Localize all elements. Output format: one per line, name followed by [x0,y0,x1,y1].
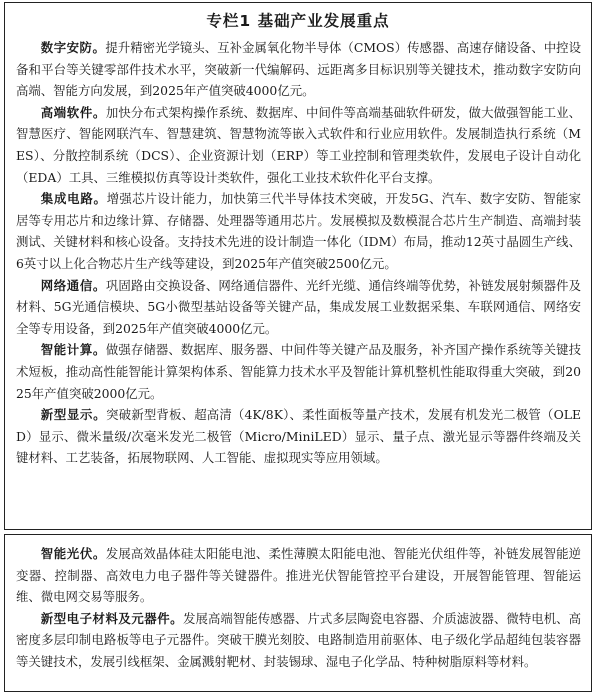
section-electronic-materials [16,608,581,673]
section-list-bottom [5,543,591,673]
section-text: 发展高效晶体硅太阳能电池、柔性薄膜太阳能电池、智能光伏组件等，补链发展智能逆变器、控制器、高效电力电子器件等关键器件。推进光伏智能管控平台建设，开展智能管理、智能运维、微电网交易等服务。 [16,546,582,605]
section-text: 加快分布式架构操作系统、数据库、中间件等高端基础软件研发，做大做强智能工业、智慧医疗、智能网联汽车、智慧建筑、智慧物流等嵌入式软件和行业应用软件。发展制造执行系统（MES）、分散控制系统（DCS）、企业资源计划（ERP）等工业控制和管理类软件，发展电子设计自动化（EDA）工具、三维模拟仿真等设计类软件，强化工业技术软件化平台支撑。 [16,104,582,185]
section-text: 发展高端智能传感器、片式多层陶瓷电容器、介质滤波器、微特电机、高密度多层印制电路板等电子元器件。突破干膜光刻胶、电路制造用前驱体、电子级化学品超纯包装容器等关键技术，发展引线框架、金属溅射靶材、封装锡球、湿电子化学品、特种树脂原料等材料。 [16,610,582,669]
section-lead: 智能光伏。 [40,546,106,561]
section-high-end-software [16,102,581,188]
section-lead: 集成电路。 [40,191,107,207]
section-lead: 网络通信。 [40,277,106,293]
section-smart-photovoltaic [16,543,581,608]
section-network-communication [16,275,581,340]
section-lead: 高端软件。 [40,104,106,120]
section-intelligent-computing [16,339,581,404]
column-title: 专栏1 基础产业发展重点 [206,12,390,30]
section-list-top [5,37,591,469]
section-text: 做强存储器、数据库、服务器、中间件等关键产品及服务，补齐国产操作系统等关键技术短板，推动高性能智能计算架构体系、智能算力技术水平及智能计算机整机性能取得重大突破，到2025年产值突破2000亿元。 [16,342,582,401]
section-lead: 新型显示。 [40,407,107,423]
section-text: 巩固路由交换设备、网络通信器件、光纤光缆、通信终端等优势，补链发展射频器件及材料、5G光通信模块、5G小微型基站设备等关键产品，集成发展工业数据采集、车联网通信、网络安全等专用设备，到2025年产值突破4000亿元。 [16,277,582,336]
section-lead: 数字安防。 [40,40,106,55]
column-box-continued [4,534,592,692]
section-digital-security [16,37,581,102]
column-box-main [4,2,592,530]
section-text: 提升精密光学镜头、互补金属氧化物半导体（CMOS）传感器、高速存储设备、中控设备和平台等关键零部件技术水平，突破新一代编解码、远距离多目标识别等关键技术，推动数字安防向高端、智能方向发展，到2025年产值突破4000亿元。 [16,40,581,99]
section-text: 突破新型背板、超高清（4K/8K）、柔性面板等量产技术，发展有机发光二极管（OLED）显示、微米量级/次毫米发光二极管（Micro/MiniLED）显示、量子点、激光显示等器件终端及关键材料、工艺装备，拓展物联网、人工智能、虚拟现实等应用领域。 [16,407,582,466]
section-new-display [16,404,581,469]
section-integrated-circuits [16,188,581,274]
section-text: 增强芯片设计能力，加快第三代半导体技术突破，开发5G、汽车、数字安防、智能家居等专用芯片和边缘计算、存储器、处理器等通用芯片。发展模拟及数模混合芯片生产制造、高端封装测试、关键材料和核心设备。支持技术先进的设计制造一体化（IDM）布局，推动12英寸晶圆生产线、6英寸以上化合物芯片生产线等建设，到2025年产值突破2500亿元。 [16,191,582,271]
section-lead: 智能计算。 [40,342,106,358]
section-lead: 新型电子材料及元器件。 [40,610,184,626]
